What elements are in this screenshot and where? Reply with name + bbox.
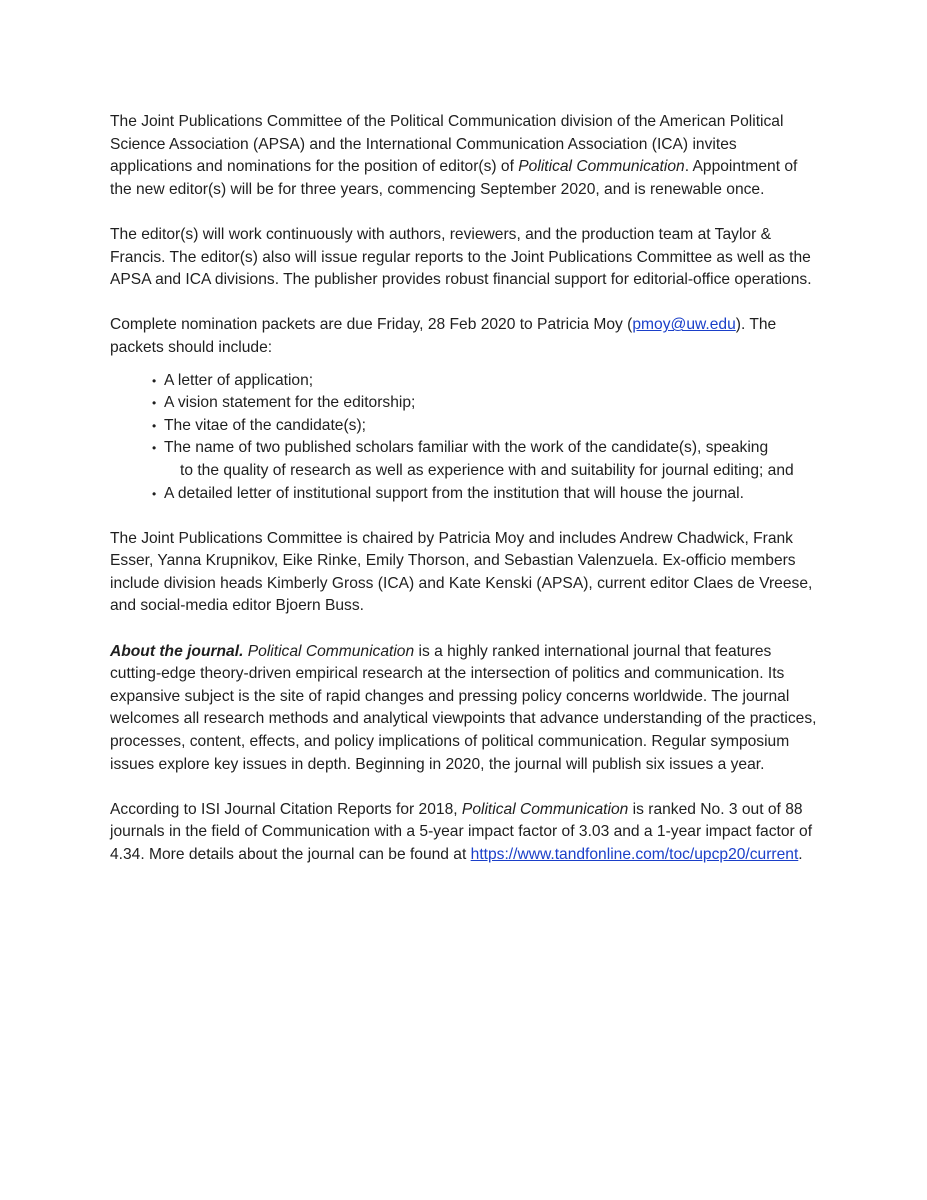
intro-text-2: . Appointment of the new editor(s) will be for three years, commencing September 2020, and is renewable once. [110, 158, 798, 198]
journal-title: Political Communication [461, 800, 629, 818]
ranking-text-1: According to ISI Journal Citation Reports for 2018, [110, 800, 462, 818]
journal-title: Political Communication [518, 158, 685, 176]
list-item: • The vitae of the candidate(s); [110, 415, 822, 438]
about-lead: About the journal. [110, 642, 244, 660]
journal-url-link[interactable]: https://www.tandfonline.com/toc/upcp20/current [470, 846, 799, 863]
ranking-text-3: . [798, 846, 803, 863]
list-item: • A vision statement for the editorship; [110, 392, 822, 415]
intro-paragraph [110, 111, 822, 201]
bullet-icon: • [152, 418, 157, 433]
ranking-paragraph [110, 799, 822, 867]
committee-paragraph: The Joint Publications Committee is chaired by Patricia Moy and includes Andrew Chadwick, Frank Esser, Yanna Krupnikov, Eike Rinke, Emily Thorson, and Sebastian Valenzuela. Ex-officio members include division heads Kimberly Gross (ICA) and Kate Kenski (APSA), current editor Claes de Vreese, and social-media editor Bjoern Buss. [110, 529, 813, 615]
about-paragraph [110, 641, 822, 777]
bullet-icon: • [152, 373, 157, 388]
bullet-icon: • [152, 441, 157, 456]
bullet-icon: • [152, 486, 157, 501]
journal-title: Political Communication [247, 642, 415, 660]
list-item: • The name of two published scholars familiar with the work of the candidate(s), speaking to the quality of research as well as experience with and suitability for journal editing; and [152, 439, 794, 479]
email-link[interactable]: pmoy@uw.edu [632, 316, 736, 334]
nomination-paragraph [110, 314, 822, 359]
about-text: is a highly ranked international journal that features cutting-edge theory-driven empirical research at the intersection of politics and communication. Its expansive subject is the site of rapid changes and pressing policy concerns worldwide. The journal welcomes all research methods and analytical viewpoints that advance understanding of the practices, processes, content, effects, and policy implications of political communication. Regular symposium issues explore key issues in depth. Beginning in 2020, the journal will publish six issues a year. [110, 642, 817, 773]
bullet-icon: • [152, 396, 157, 411]
nomination-text-1: Complete nomination packets are due Friday, 28 Feb 2020 to Patricia Moy ( [110, 316, 633, 334]
document-body [110, 111, 822, 889]
list-item: • A detailed letter of institutional support from the institution that will house the journal. [110, 483, 822, 506]
ranking-text-2: is ranked No. 3 out of 88 journals in the field of Communication with a 5-year impact factor of 3.03 and a 1-year impact factor of 4.34. More details about the journal can be found at [110, 800, 813, 863]
nomination-text-2: ). The packets should include: [110, 316, 777, 356]
list-item: • A letter of application; [110, 370, 822, 393]
intro-text-1: The Joint Publications Committee of the Political Communication division of the American Political Science Association (APSA) and the International Communication Association (ICA) invites applications and nominations for the position of editor(s) of [110, 113, 784, 176]
duties-paragraph: The editor(s) will work continuously with authors, reviewers, and the production team at Taylor & Francis. The editor(s) also will issue regular reports to the Joint Publications Committee as well as the APSA and ICA divisions. The publisher provides robust financial support for editorial-office operations. [110, 225, 812, 289]
packet-list [110, 360, 822, 506]
